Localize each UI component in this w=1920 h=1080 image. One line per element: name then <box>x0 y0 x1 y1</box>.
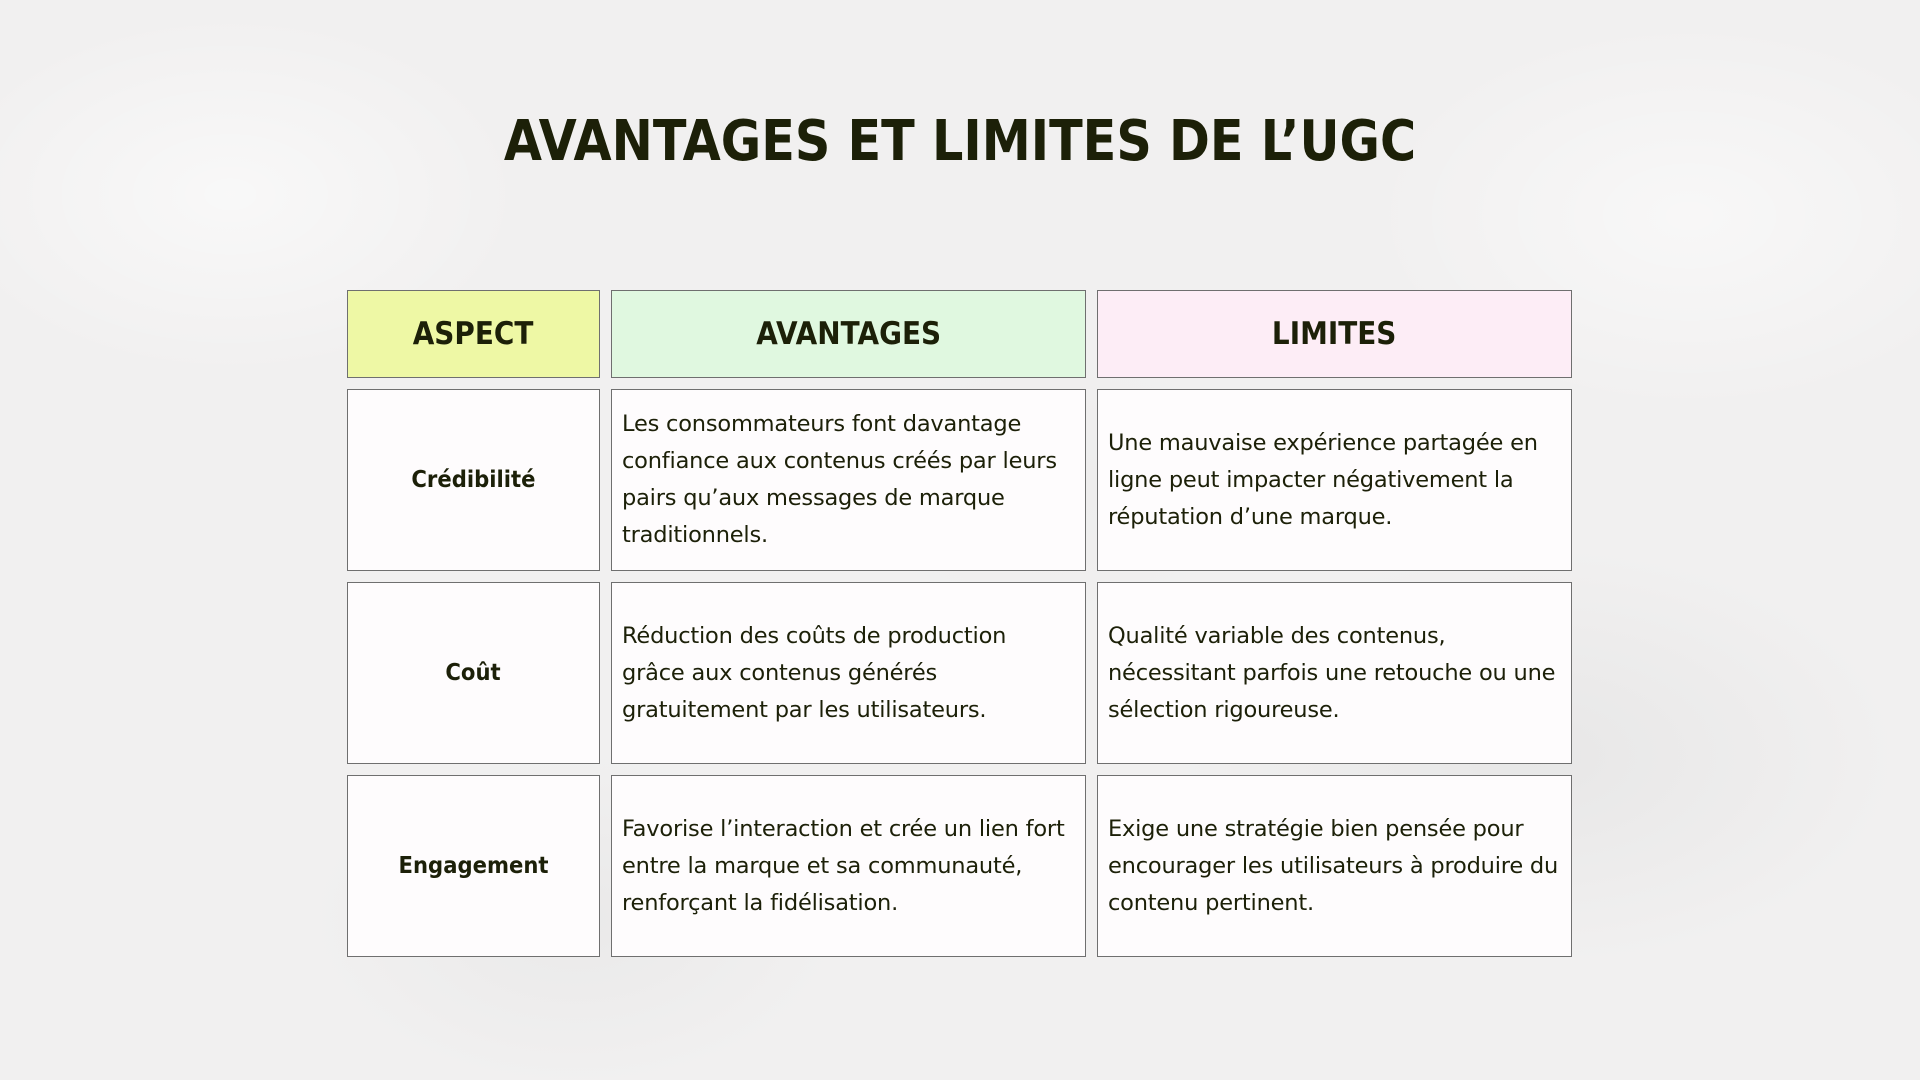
row-credibility-limit <box>1097 389 1572 571</box>
limit-text: Une mauvaise expérience partagée en ligne peut impacter négativement la réputation d’une marque. <box>1108 429 1538 530</box>
header-aspect <box>347 290 600 378</box>
row-cost-aspect <box>347 582 600 764</box>
advantage-text: Les consommateurs font davantage confiance aux contenus créés par leurs pairs qu’aux messages de marque traditionnels. <box>622 411 1057 548</box>
row-credibility-advantage <box>611 389 1086 571</box>
aspect-label: Crédibilité <box>411 467 536 493</box>
row-engagement-limit <box>1097 775 1572 957</box>
header-limits-label: LIMITES <box>1272 316 1397 352</box>
aspect-label: Engagement <box>398 853 549 879</box>
aspect-label: Coût <box>445 660 502 686</box>
advantage-text: Favorise l’interaction et crée un lien fort entre la marque et sa communauté, renforçant la fidélisation. <box>622 815 1065 916</box>
limit-text: Qualité variable des contenus, nécessitant parfois une retouche ou une sélection rigoureuse. <box>1108 622 1556 723</box>
row-engagement-aspect <box>347 775 600 957</box>
comparison-table <box>347 290 1573 957</box>
header-aspect-label: ASPECT <box>413 316 534 352</box>
header-advantages <box>611 290 1086 378</box>
row-cost-advantage <box>611 582 1086 764</box>
header-limits <box>1097 290 1572 378</box>
row-engagement-advantage <box>611 775 1086 957</box>
row-credibility-aspect <box>347 389 600 571</box>
advantage-text: Réduction des coûts de production grâce aux contenus générés gratuitement par les utilisateurs. <box>622 622 1007 723</box>
limit-text: Exige une stratégie bien pensée pour encourager les utilisateurs à produire du contenu pertinent. <box>1108 815 1559 916</box>
row-cost-limit <box>1097 582 1572 764</box>
slide-title: AVANTAGES ET LIMITES DE L’UGC <box>503 109 1417 174</box>
header-advantages-label: AVANTAGES <box>756 316 941 352</box>
